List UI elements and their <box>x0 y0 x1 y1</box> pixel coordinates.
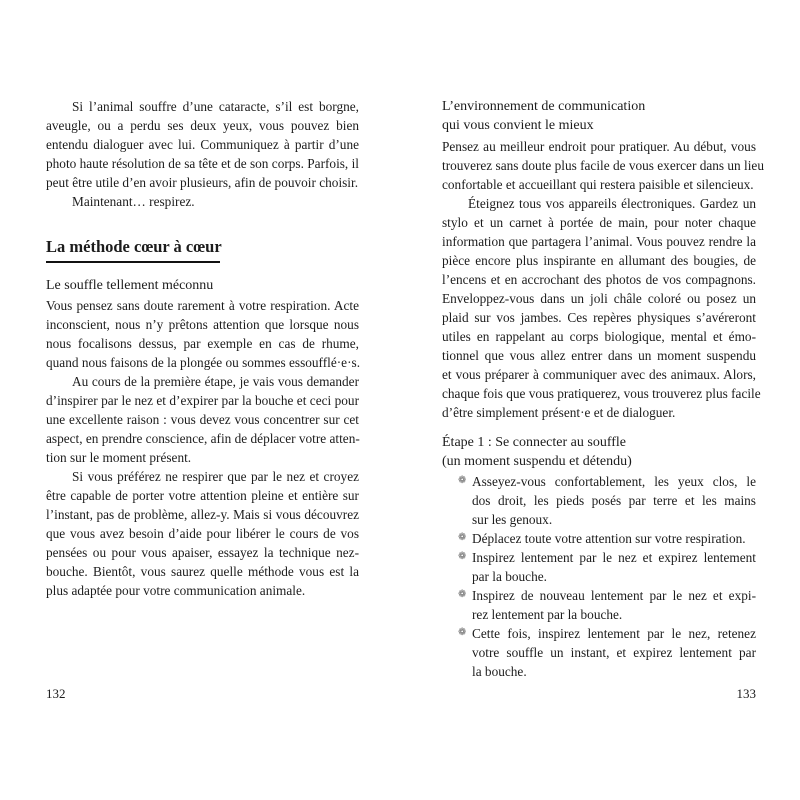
text-line: bouche. Bientôt, vous saurez quelle méthode vous est la <box>46 564 359 579</box>
bullet-text: Asseyez-vous confortablement, les yeux clos, le <box>472 474 756 489</box>
text-line: tionnel que vous allez entrer dans un moment suspendu <box>442 348 756 363</box>
step-title: (un moment suspendu et détendu) <box>442 454 632 469</box>
text-line: et vous préparer à communiquer avec des animaux. Alors, <box>442 367 756 382</box>
bullet-item <box>458 624 756 643</box>
text-line: aspect, en prendre conscience, afin de déplacer votre atten- <box>46 431 360 446</box>
bullet-text: Déplacez toute votre attention sur votre respiration. <box>472 531 746 546</box>
section-title-underline <box>46 261 220 263</box>
text-line: Si l’animal souffre d’une cataracte, s’il est borgne, <box>72 99 359 114</box>
bullet-item <box>458 472 756 491</box>
bullet-text-line: dos droit, les pieds posés par terre et les mains <box>472 493 756 508</box>
bullet-text-line: votre souffle un instant, et expirez lentement par <box>472 645 756 660</box>
page-number: 132 <box>46 686 66 701</box>
bullet-text: Cette fois, inspirez lentement par le nez, retenez <box>472 626 756 641</box>
section-title: La méthode cœur à cœur <box>46 237 222 256</box>
bullet-item <box>458 586 756 605</box>
section-heading: L’environnement de communication <box>442 99 646 114</box>
text-line: tion sur le moment présent. <box>46 450 192 465</box>
text-line: confortable et accueillant qui restera paisible et silencieux. <box>442 177 754 192</box>
text-line: aveugle, ou a perdu ses deux yeux, vous pouvez bien <box>46 118 359 133</box>
bullet-text-line: rez lentement par la bouche. <box>472 607 623 622</box>
text-line: Vous pensez sans doute rarement à votre respiration. Acte <box>46 298 359 313</box>
text-line: être capable de porter votre attention pleine et entière sur <box>46 488 359 503</box>
text-line: pensées ou pour vous apaiser, essayez la technique nez- <box>46 545 359 560</box>
text-line: l’encens et en accrochant des photos de vos compagnons. <box>442 272 756 287</box>
text-line: plaid sur vos jambes. Ces repères physiques s’avéreront <box>442 310 756 325</box>
bullet-item <box>458 548 756 567</box>
text-line: Si vous préférez ne respirer que par le nez et croyez <box>72 469 359 484</box>
page-number: 133 <box>736 686 756 701</box>
bullet-text-line: sur les genoux. <box>472 512 553 527</box>
text-line: d’être simplement présent·e et de dialoguer. <box>442 405 676 420</box>
text-line: peut être utile d’en avoir plusieurs, afin de pouvoir choisir. <box>46 175 359 190</box>
text-line: stylo et un carnet à portée de main, pour noter chaque <box>442 215 756 230</box>
text-line: plus adaptée pour votre communication animale. <box>46 583 306 598</box>
text-line: l’instant, pas de problème, allez-y. Mais si vous découvrez <box>46 507 359 522</box>
left-page <box>46 0 359 800</box>
bullet-text: Inspirez de nouveau lentement par le nez et expi- <box>472 588 756 603</box>
text-line: Enveloppez-vous dans un joli châle coloré ou posez un <box>442 291 756 306</box>
text-line: quand nous faisons de la plongée ou sommes essoufflé·e·s. <box>46 355 361 370</box>
bullet-text-line: la bouche. <box>472 664 527 679</box>
text-line: Pensez au meilleur endroit pour pratiquer. Au début, vous <box>442 139 756 154</box>
subsection-title: Le souffle tellement méconnu <box>46 278 214 293</box>
flower-bullet-icon: ❁ <box>458 589 467 600</box>
text-line: Maintenant… respirez. <box>72 194 195 209</box>
text-line: que vous avez besoin d’aide pour libérer le cours de vos <box>46 526 359 541</box>
flower-bullet-icon: ❁ <box>458 551 467 562</box>
text-line: photo haute résolution de sa tête et de son corps. Parfois, il <box>46 156 359 171</box>
text-line: chaque fois que vous pratiquerez, vous trouverez plus facile <box>442 386 761 401</box>
text-line: entendu dialoguer avec lui. Communiquez à partir d’une <box>46 137 359 152</box>
text-line: Éteignez tous vos appareils électroniques. Gardez un <box>468 196 756 211</box>
bullet-text: Inspirez lentement par le nez et expirez lentement <box>472 550 756 565</box>
text-line: pièce encore plus inspirante en allumant des bougies, de <box>442 253 756 268</box>
flower-bullet-icon: ❁ <box>458 627 467 638</box>
text-line: Au cours de la première étape, je vais vous demander <box>72 374 359 389</box>
text-line: inconscient, nous n’y prêtons attention que lorsque nous <box>46 317 359 332</box>
flower-bullet-icon: ❁ <box>458 532 467 543</box>
text-line: nous focalisons dessus, par exemple en cas de rhume, <box>46 336 359 351</box>
text-line: d’inspirer par le nez et d’expirer par la bouche et ceci pour <box>46 393 359 408</box>
step-title: Étape 1 : Se connecter au souffle <box>442 435 627 450</box>
text-line: trouverez sans doute plus facile de vous exercer dans un lieu <box>442 158 764 173</box>
flower-bullet-icon: ❁ <box>458 475 467 486</box>
text-line: une excellente raison : vous devez vous concentrer sur cet <box>46 412 359 427</box>
text-line: information que partagera l’animal. Vous pouvez rendre la <box>442 234 756 249</box>
bullet-text-line: par la bouche. <box>472 569 547 584</box>
section-heading: qui vous convient le mieux <box>442 118 594 133</box>
text-line: utiles en rappelant au corps biologique, mental et émo- <box>442 329 756 344</box>
bullet-item <box>458 529 756 548</box>
right-page <box>442 0 764 800</box>
